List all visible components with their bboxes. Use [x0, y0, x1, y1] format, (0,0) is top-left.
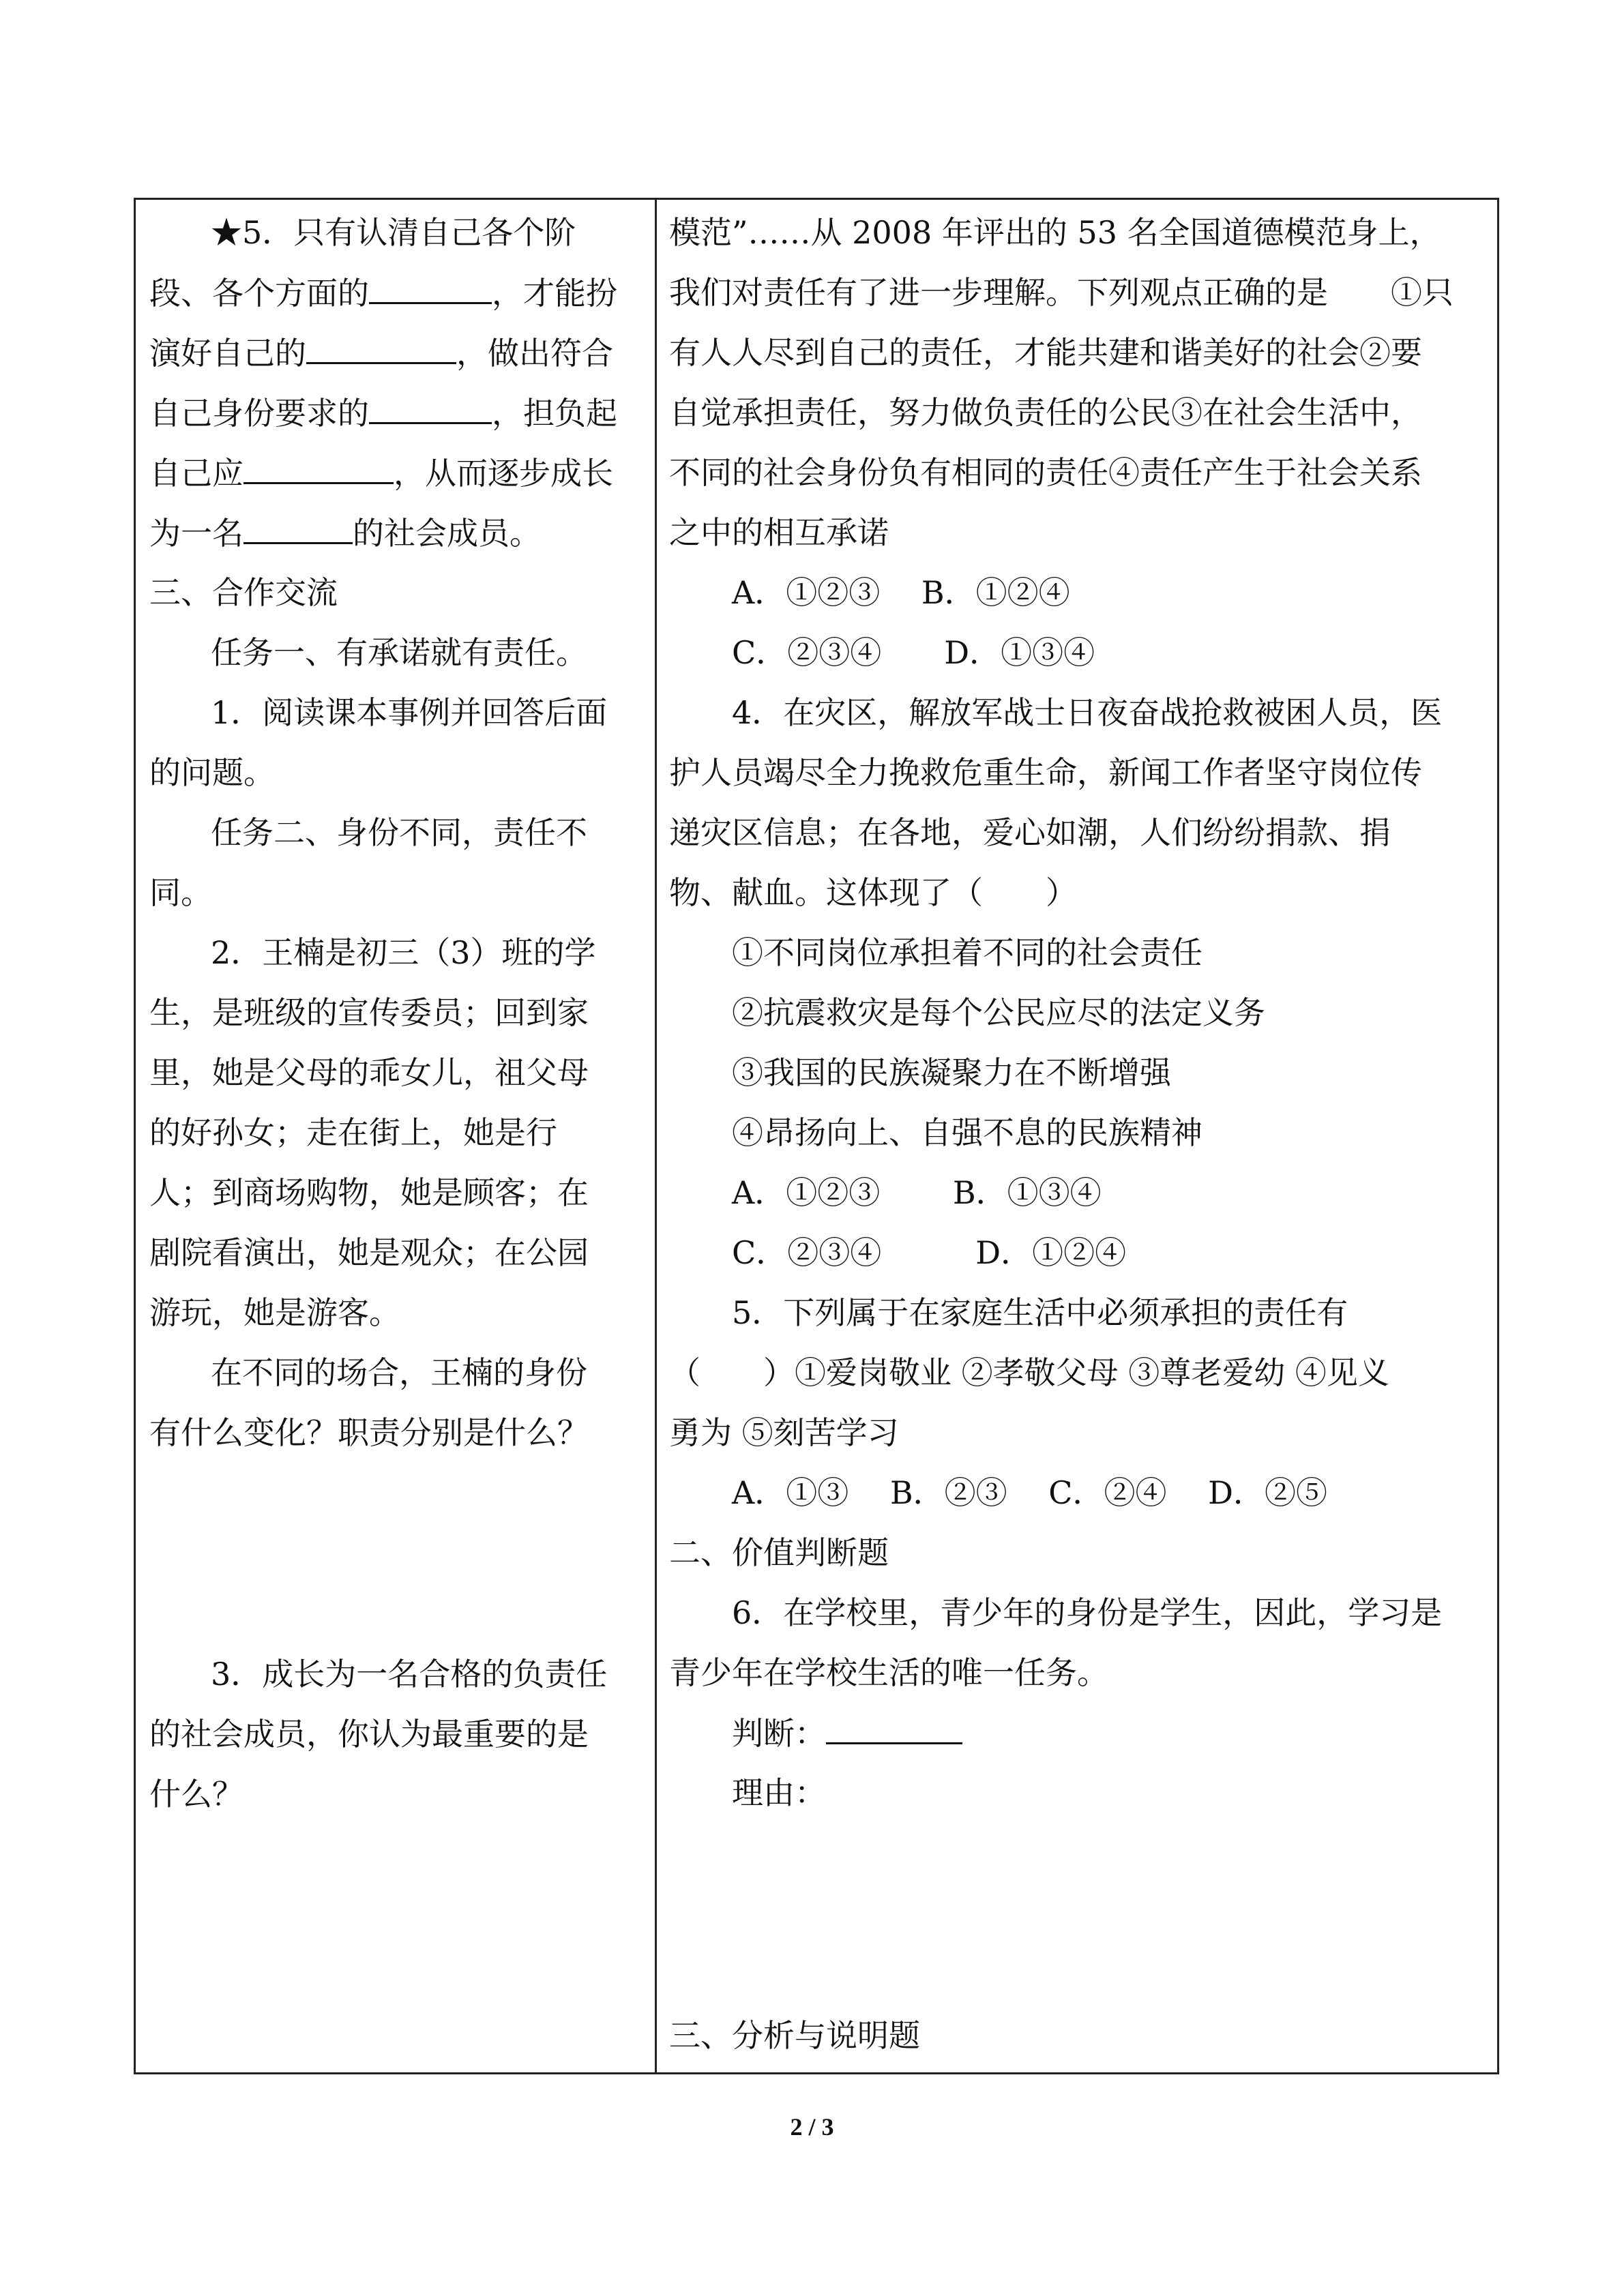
q4-statement-1: ①不同岗位承担着不同的社会责任 [732, 934, 1202, 971]
q5-line-1: ★5．只有认清自己各个阶 [211, 214, 576, 251]
section-heading-cooperation: 三、合作交流 [149, 574, 338, 611]
q5r-options: A．①③ B．②③ C．②④ D．②⑤ [732, 1474, 1327, 1511]
judgement-blank[interactable] [826, 1712, 962, 1744]
q4-statement-3: ③我国的民族凝聚力在不断增强 [732, 1054, 1171, 1091]
task-2-line-1: 任务二、身份不同，责任不 [211, 814, 587, 851]
q5-line-4: 自己身份要求的 ，担负起 [149, 392, 617, 433]
worksheet-table [134, 198, 1499, 2074]
item-3-line-1: 3．成长为一名合格的负责任 [211, 1656, 608, 1693]
q5-line-5: 自己应 ，从而逐步成长 [149, 452, 613, 493]
item-3-line-3: 什么？ [149, 1776, 243, 1813]
blank-2[interactable] [306, 332, 456, 364]
blank-3[interactable] [369, 392, 492, 424]
item-2-line-7: 游玩，她是游客。 [149, 1294, 400, 1331]
q3-options-cd: C．②③④ D．①③④ [732, 634, 1095, 671]
left-column [136, 200, 655, 2072]
q6-line-1: 6．在学校里，青少年的身份是学生，因此，学习是 [732, 1594, 1443, 1631]
q3-options-ab: A．①②③ B．①②④ [732, 574, 1070, 611]
q6-line-2: 青少年在学校生活的唯一任务。 [669, 1654, 1108, 1691]
reason-label: 理由： [732, 1774, 826, 1811]
task-1: 任务一、有承诺就有责任。 [211, 634, 587, 671]
item-2-line-5: 人；到商场购物，她是顾客；在 [149, 1174, 589, 1211]
judgement-line: 判断： [732, 1712, 962, 1753]
item-2-line-2: 生，是班级的宣传委员；回到家 [149, 994, 589, 1031]
blank-1[interactable] [369, 272, 492, 304]
section-heading-judgement: 二、价值判断题 [669, 1534, 889, 1571]
blank-5[interactable] [243, 512, 353, 544]
q4-statement-4: ④昂扬向上、自强不息的民族精神 [732, 1114, 1202, 1151]
item-2-line-6: 剧院看演出，她是观众；在公园 [149, 1234, 589, 1271]
q5-line-3: 演好自己的 ，做出符合 [149, 332, 613, 373]
item-2-line-4: 的好孙女；走在街上，她是行 [149, 1114, 557, 1151]
q4-statement-2: ②抗震救灾是每个公民应尽的法定义务 [732, 994, 1265, 1031]
right-line-3: 有人人尽到自己的责任，才能共建和谐美好的社会②要 [669, 334, 1422, 371]
q4-line-4: 物、献血。这体现了（ ） [669, 874, 1077, 911]
right-column [657, 200, 1499, 2072]
q5r-line-3: 勇为 ⑤刻苦学习 [669, 1414, 899, 1451]
q4-options-cd: C．②③④ D．①②④ [732, 1234, 1127, 1271]
q5r-line-2: （ ）①爱岗敬业 ②孝敬父母 ③尊老爱幼 ④见义 [669, 1354, 1389, 1391]
right-line-6: 之中的相互承诺 [669, 514, 889, 551]
right-line-1: 模范”……从 2008 年评出的 53 名全国道德模范身上， [669, 214, 1441, 251]
blank-4[interactable] [243, 452, 394, 484]
right-line-4: 自觉承担责任，努力做负责任的公民③在社会生活中， [669, 394, 1422, 431]
q5r-line-1: 5．下列属于在家庭生活中必须承担的责任有 [732, 1294, 1348, 1331]
q4-line-3: 递灾区信息；在各地，爱心如潮，人们纷纷捐款、捐 [669, 814, 1391, 851]
item-1-line-2: 的问题。 [149, 754, 275, 791]
item-2-question-1: 在不同的场合，王楠的身份 [211, 1354, 587, 1391]
right-line-2: 我们对责任有了进一步理解。下列观点正确的是 ①只 [669, 274, 1453, 311]
item-2-line-1: 2．王楠是初三（3）班的学 [211, 934, 596, 971]
section-heading-analysis: 三、分析与说明题 [669, 2017, 920, 2054]
item-2-question-2: 有什么变化？职责分别是什么？ [149, 1414, 589, 1451]
item-3-line-2: 的社会成员，你认为最重要的是 [149, 1716, 589, 1753]
q5-line-2: 段、各个方面的 ，才能扮 [149, 272, 617, 313]
item-2-line-3: 里，她是父母的乖女儿，祖父母 [149, 1054, 589, 1091]
q4-line-1: 4．在灾区，解放军战士日夜奋战抢救被困人员，医 [732, 694, 1443, 731]
q5-line-6: 为一名 的社会成员。 [149, 512, 541, 553]
right-line-5: 不同的社会身份负有相同的责任④责任产生于社会关系 [669, 454, 1422, 491]
q4-line-2: 护人员竭尽全力挽救危重生命，新闻工作者坚守岗位传 [669, 754, 1422, 791]
item-1-line-1: 1．阅读课本事例并回答后面 [211, 694, 608, 731]
task-2-line-2: 同。 [149, 874, 212, 911]
page-number: 2 / 3 [790, 2113, 834, 2141]
q4-options-ab: A．①②③ B．①③④ [732, 1174, 1102, 1211]
